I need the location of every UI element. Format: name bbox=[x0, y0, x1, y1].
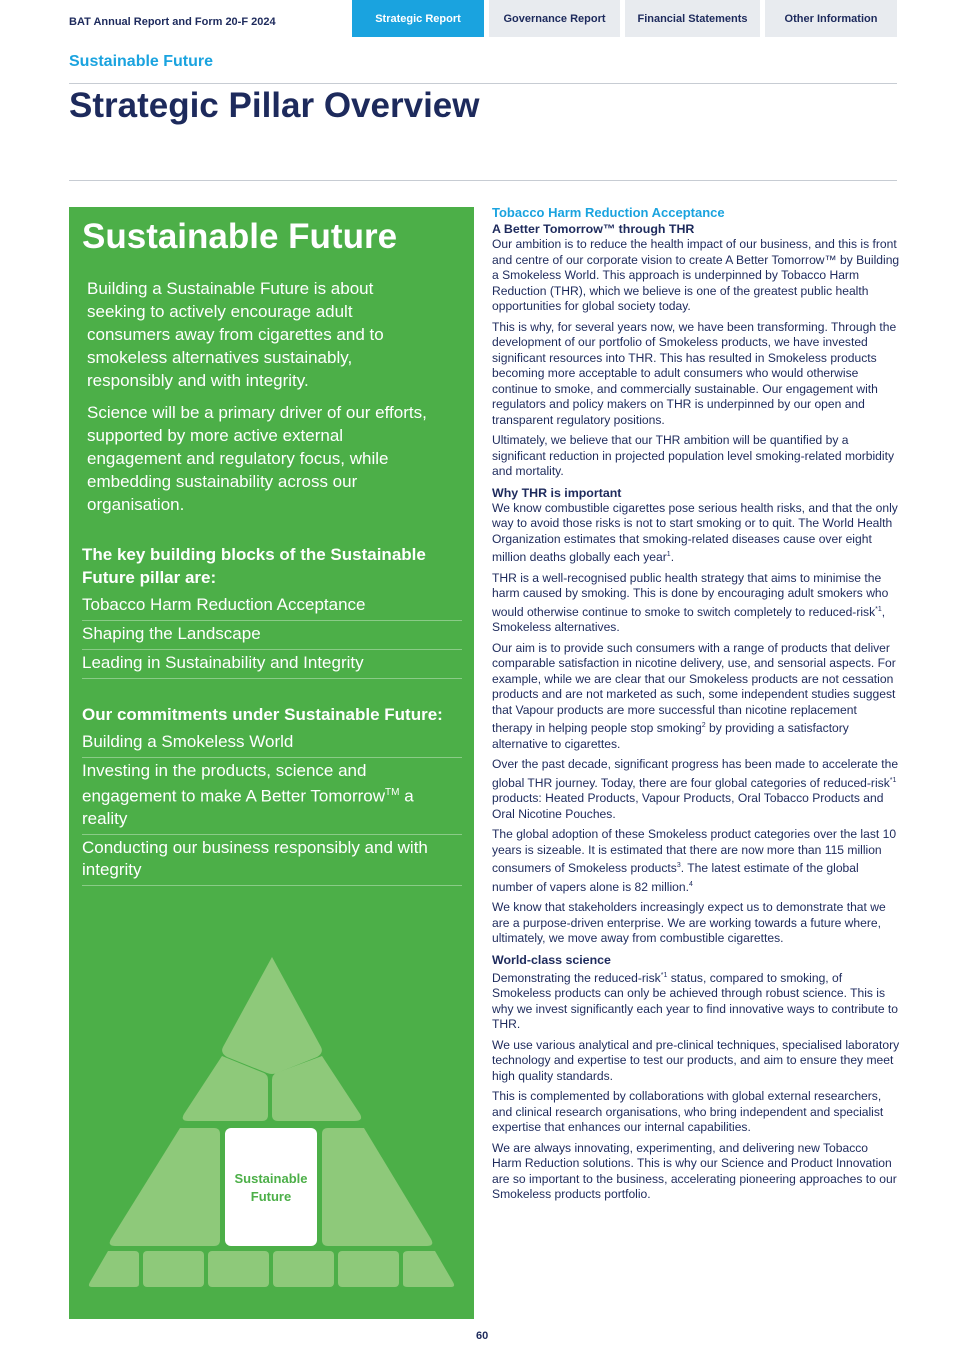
document-title: BAT Annual Report and Form 20-F 2024 bbox=[69, 16, 276, 28]
paragraph-text: , Smokeless alternatives. bbox=[492, 604, 886, 635]
footnote-ref: 3 bbox=[676, 862, 681, 870]
section-label: Sustainable Future bbox=[69, 53, 214, 70]
paragraph: We use various analytical and pre-clinical techniques, specialised laboratory technology and expertise to test our products, and aim to ensure they meet high quality standards. bbox=[492, 1037, 900, 1083]
subheading: A Better Tomorrow™ through THR bbox=[492, 222, 695, 236]
footnote-ref: 1 bbox=[666, 551, 671, 558]
commitment-item: Conducting our business responsibly and with integrity bbox=[82, 835, 462, 886]
sustainable-future-panel bbox=[69, 207, 474, 1319]
intro-paragraph: Building a Sustainable Future is about seeking to actively encourage adult consumers away from cigarettes and to smokeless alternatives sustainably, responsibly and with integrity. bbox=[87, 279, 384, 390]
pyramid-base-block bbox=[208, 1251, 269, 1287]
page-title: Strategic Pillar Overview bbox=[69, 86, 480, 125]
article-heading: Tobacco Harm Reduction Acceptance bbox=[492, 205, 725, 220]
paragraph: This is complemented by collaborations with global external researchers, and clinical research organisations, who bring independent and specialist expertise that enhances our internal capabilities. bbox=[492, 1089, 884, 1135]
paragraph-text: The global adoption of these Smokeless product categories over the last 10 years is sizeable. It is estimated that there are now more than 115 million consumers of Smokeless products bbox=[492, 827, 897, 876]
building-blocks bbox=[82, 543, 462, 679]
pyramid-blocks bbox=[89, 957, 454, 1287]
paragraph: We know that stakeholders increasingly expect us to demonstrate that we are a purpose-driven enterprise. We are working towards a future where, ultimately, we move away from combustible cigarettes. bbox=[492, 900, 886, 946]
subheading: World-class science bbox=[492, 952, 611, 967]
pyramid-base-block bbox=[403, 1251, 454, 1287]
building-block-item: Tobacco Harm Reduction Acceptance bbox=[82, 592, 462, 621]
subheading: Why THR is important bbox=[492, 485, 622, 500]
footnote-ref: 2 bbox=[701, 722, 706, 730]
footnote-ref: *1 bbox=[889, 776, 897, 784]
paragraph-text: . The latest estimate of the global number of vapers alone is 82 million. bbox=[492, 861, 859, 894]
footnote-ref: *1 bbox=[660, 971, 668, 979]
paragraph: Ultimately, we believe that our THR ambition will be quantified by a significant reduction in projected population level smoking-related morbidity and mortality. bbox=[492, 433, 894, 478]
divider bbox=[69, 180, 897, 181]
paragraph: This is why, for several years now, we have been transforming. Through the development of our portfolio of Smokeless products, we have invested significant resources into THR. This has resulted in Smokeless products becoming more acceptable to adult consumers who would otherwise continue to smoke, and commercially sustainable. Our engagement with regulators and policy makers on THR is underpinned by our open and transparent regulatory positions. bbox=[492, 319, 897, 427]
paragraph-text: status, compared to smoking, of Smokeless products can only be achieved through robust science. This is why we invest significantly each year to find innovative ways to contribute to THR. bbox=[492, 970, 899, 1032]
paragraph-text: by providing a satisfactory alternative to cigarettes. bbox=[492, 721, 849, 751]
pyramid-top-block bbox=[222, 957, 322, 1074]
paragraph-text: THR is a well-recognised public health strategy that aims to minimise the harm caused by smoking. This is done by encouraging adult smokers who would otherwise continue to smoke to switch completely to reduced-risk bbox=[492, 570, 889, 619]
pyramid-label: Future bbox=[250, 1189, 292, 1204]
intro-paragraph: Science will be a primary driver of our efforts, supported by more active external engagement and regulatory focus, while embedding sustainability across our organisation. bbox=[87, 403, 427, 514]
tab-strategic-report[interactable]: Strategic Report bbox=[352, 0, 484, 37]
pyramid-center-block bbox=[225, 1128, 317, 1246]
pyramid-block-bottom-left bbox=[110, 1128, 220, 1246]
paragraph-text: Demonstrating the reduced-risk bbox=[492, 970, 661, 985]
paragraph-text: products: Heated Products, Vapour Products, Oral Tobacco Products and Oral Nicotine Pouches. bbox=[492, 791, 884, 821]
paragraph: Our ambition is to reduce the health impact of our business, and this is front and centre of our corporate vision to create A Better Tomorrow™ by Building a Smokeless World. This approach is underpinned by Tobacco Harm Reduction (THR), which we believe is one of the greatest public health opportunities for global society today. bbox=[492, 237, 900, 313]
building-blocks-heading: The key building blocks of the Sustainable Future pillar are: bbox=[82, 545, 426, 587]
paragraph bbox=[492, 571, 900, 636]
commitment-item bbox=[82, 758, 462, 835]
pyramid-base-block bbox=[89, 1251, 139, 1287]
panel-title: Sustainable Future bbox=[82, 217, 398, 256]
tab-other-information[interactable]: Other Information bbox=[765, 0, 897, 37]
section-tabs bbox=[352, 0, 897, 37]
paragraph-text: . bbox=[670, 550, 675, 565]
tab-financial-statements[interactable]: Financial Statements bbox=[625, 0, 760, 37]
paragraph bbox=[492, 757, 900, 822]
pyramid-block-bottom-right bbox=[322, 1128, 432, 1246]
footnote-ref: *1 bbox=[875, 605, 882, 613]
paragraph: We are always innovating, experimenting, and delivering new Tobacco Harm Reduction solutions. This is why our Science and Product Innovation are so important to the business, accelerating pioneering approaches to our Smokeless products portfolio. bbox=[492, 1140, 897, 1202]
pyramid-label: Sustainable bbox=[234, 1171, 308, 1186]
commitments-heading: Our commitments under Sustainable Future: bbox=[82, 705, 443, 724]
divider bbox=[69, 83, 897, 84]
pillar-pyramid-diagram bbox=[84, 955, 459, 1295]
pyramid-base-block bbox=[143, 1251, 204, 1287]
paragraph bbox=[492, 641, 900, 753]
footnote-ref: 4 bbox=[688, 880, 693, 888]
paragraph bbox=[492, 968, 900, 1033]
paragraph-text: Our aim is to provide such consumers with a range of products that deliver comparable satisfaction in nicotine delivery, use, and sensorial aspects. For example, while we are clear that our Smokeless products are not cessation products and are not marketed as such, some independent studies suggest that Vapour products are more successful than nicotine replacement therapy in helping people stop smoking bbox=[492, 640, 896, 736]
commitment-text-end: a reality bbox=[82, 786, 414, 828]
page-number: 60 bbox=[476, 1330, 489, 1342]
commitment-text: Investing in the products, science and engagement to make A Better Tomorrow bbox=[82, 761, 386, 806]
tab-governance-report[interactable]: Governance Report bbox=[489, 0, 620, 37]
paragraph bbox=[492, 501, 900, 566]
pyramid-base-block bbox=[273, 1251, 334, 1287]
building-block-item: Leading in Sustainability and Integrity bbox=[82, 650, 462, 679]
paragraph-text: We know combustible cigarettes pose serious health risks, and that the only way to avoid those risks is not to start smoking or to quit. The World Health Organization estimates that smoking-related diseases cause over eight million deaths globally each year bbox=[492, 500, 898, 565]
paragraph-text: Over the past decade, significant progress has been made to accelerate the global THR journey. Today, there are four global categories of reduced-risk bbox=[492, 757, 899, 790]
article-body bbox=[492, 205, 900, 1208]
trademark-sup: TM bbox=[385, 787, 400, 798]
commitments bbox=[82, 703, 462, 886]
commitment-item: Building a Smokeless World bbox=[82, 729, 462, 758]
pyramid-base-block bbox=[338, 1251, 399, 1287]
paragraph bbox=[492, 827, 900, 895]
panel-intro bbox=[87, 277, 427, 525]
building-block-item: Shaping the Landscape bbox=[82, 621, 462, 650]
